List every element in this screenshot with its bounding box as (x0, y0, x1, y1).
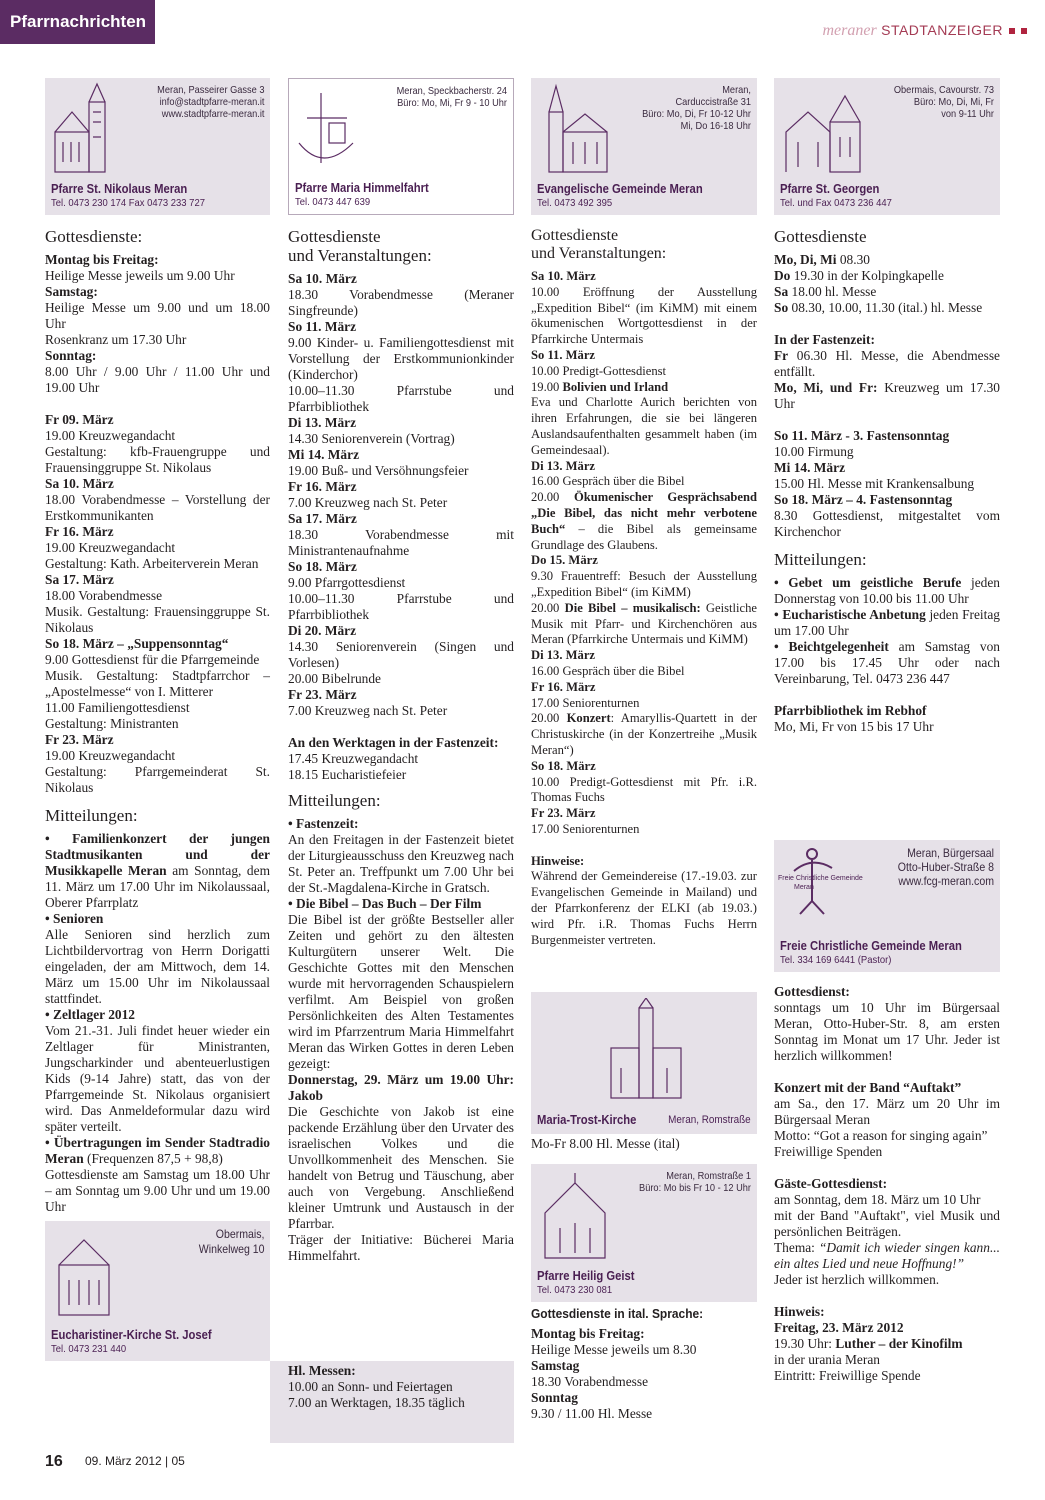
text-line: • Familienkonzert der jungen Stadtmusikanten und der Musikkapelle Meran am Sonntag, dem 11. März um 17.00 Uhr im Nikolaussaal, Oberer Pfarrplatz (45, 831, 270, 910)
parish-phone: Tel. 0473 230 081 (537, 1284, 613, 1296)
spacer (774, 1160, 1000, 1176)
text-line: • Übertragungen im Sender Stadtradio Meran (Frequenzen 87,5 + 98,8) (45, 1135, 270, 1166)
text-line: Fr 23. März (288, 687, 357, 702)
text-line: Motto: “Got a reason for singing again” (774, 1128, 988, 1143)
text-line: 19.00 Kreuzwegandacht (45, 748, 176, 763)
issue-date: 09. März 2012 | 05 (85, 1454, 185, 1468)
section-heading: Mitteilungen: (45, 806, 138, 825)
text-line: Donnerstag, 29. März um 19.00 Uhr: Jakob (288, 1072, 514, 1103)
service-list (531, 1326, 757, 1422)
text-line: Fr 16. März (288, 479, 357, 494)
text-line: Jeder ist herzlich willkommen. (774, 1272, 940, 1287)
text-line: 20.00 Ökumenischer Gesprächsabend „Die Bibel, das nicht mehr verbotene Buch“ – die Bibel als gemeinsame Grundlage des Glaubens. (531, 490, 757, 552)
text-line: • Senioren (45, 911, 104, 926)
parish-name: Evangelische Gemeinde Meran (537, 182, 703, 196)
spacer (774, 1288, 1000, 1304)
mass-time: 7.00 an Werktagen, 18.35 täglich (288, 1395, 465, 1410)
text-line: Fr 16. März (531, 679, 596, 694)
text-line: 19.00 Kreuzwegandacht (45, 540, 176, 555)
text-line: Sonntag: (45, 348, 97, 363)
text-line: 9.30 / 11.00 Hl. Messe (531, 1406, 653, 1421)
notices-list (774, 575, 1000, 735)
parish-box-heilig-geist (531, 1164, 757, 1302)
section-tag: Pfarrnachrichten (0, 0, 155, 44)
parish-address: Meran, Speckbacherstr. 24 Büro: Mo, Mi, Fr 9 - 10 Uhr (396, 85, 507, 109)
text-line: Sa 18.00 hl. Messe (774, 284, 877, 299)
text-line: An den Werktagen in der Fastenzeit: (288, 735, 499, 750)
text-line: • Eucharistische Anbetung jeden Freitag um 17.00 Uhr (774, 607, 1001, 638)
text-line: Gottesdienste am Samstag um 18.00 Uhr – am Sonntag um 9.00 Uhr und um 19.00 Uhr (45, 1167, 270, 1214)
fcg-logo-text: Freie Christliche Gemeinde Meran (778, 875, 863, 891)
text-line: Mo, Mi, und Fr: Kreuzweg um 17.30 Uhr (774, 380, 1000, 411)
text-line: Di 13. März (531, 458, 595, 473)
spacer (774, 1064, 1000, 1080)
parish-address: Obermais, Winkelweg 10 (198, 1227, 264, 1256)
text-line: Mi 14. März (774, 460, 846, 475)
text-line: 17.45 Kreuzwegandacht (288, 751, 419, 766)
mass-time: 10.00 an Sonn- und Feiertagen (288, 1379, 453, 1394)
text-line: 14.30 Seniorenverein (Vortrag) (288, 431, 455, 446)
spacer (45, 396, 270, 412)
text-line: • Beichtgelegenheit am Samstag von 17.00 bis 17.45 Uhr oder nach Vereinbarung, Tel. 0473 236 447 (774, 639, 1000, 686)
column-maria-himmelfahrt (288, 78, 514, 1410)
spacer (288, 719, 514, 735)
section-heading: Gottesdienste (774, 227, 867, 246)
text-line: 17.00 Seniorenturnen (531, 695, 640, 710)
parish-name: Eucharistiner-Kirche St. Josef (51, 1328, 212, 1342)
text-line: Gäste-Gottesdienst: (774, 1176, 888, 1191)
text-line: 18.30 Vorabendmesse (531, 1374, 649, 1389)
text-line: 10.00 Predigt-Gottesdienst mit Pfr. i.R. Thomas Fuchs (531, 774, 757, 805)
text-line: 19.30 Uhr: Luther – der Kinofilm (774, 1336, 963, 1351)
text-line: 10.00 Firmung (774, 444, 854, 459)
text-line: 9.30 Frauentreff: Besuch der Ausstellung „Expedition Bibel“ (im KiMM) (531, 569, 757, 599)
text-line: Während der Gemeindereise (17.-19.03. zur Evangelischen Gemeinde in Mailand) und der Pfarrkonferenz der ELKI (ab 19.03.) wird Pfr. i.R. Thomas Fuchs Herrn Burgenmeister vertreten. (531, 869, 757, 947)
text-line: 19.00 Bolivien und Irland (531, 379, 669, 394)
text-line: 16.00 Gespräch über die Bibel (531, 663, 685, 678)
text-line: Musik. Gestaltung: Stadtpfarrchor – „Apostelmesse“ von I. Mitterer (45, 668, 270, 699)
parish-box-fcg (774, 840, 1000, 972)
text-line: • Fastenzeit: (288, 816, 359, 831)
text-line: Hinweis: (774, 1304, 825, 1319)
text-line: Freiwillige Spenden (774, 1144, 883, 1159)
text-line: 16.00 Gespräch über die Bibel (531, 474, 685, 489)
section-heading: Gottesdienste und Veranstaltungen: (531, 227, 667, 262)
mass-times-title: Hl. Messen: (288, 1363, 356, 1378)
text-line: Sa 10. März (45, 476, 114, 491)
column-evangelische (531, 78, 757, 1421)
text-line: 20.00 Bibelrunde (288, 671, 381, 686)
text-line: Alle Senioren sind herzlich zum Lichtbildervortrag von Herrn Dorigatti eingeladen, der am Mittwoch, dem 14. März um 15.00 Uhr im Nikolaussaal stattfindet. (45, 927, 270, 1006)
text-line: Do 15. März (531, 553, 598, 568)
text-line: 10.00–11.30 Pfarrstube und Pfarrbibliothek (288, 591, 514, 622)
parish-address: Meran, Romstraße (668, 1114, 751, 1126)
parish-name: Pfarre Heilig Geist (537, 1269, 635, 1283)
text-line: Heilige Messe jeweils um 9.00 Uhr (45, 268, 235, 283)
text-line: So 11. März (288, 319, 357, 334)
text-line: Gestaltung: Ministranten (45, 716, 179, 731)
text-line: Fr 16. März (45, 524, 114, 539)
text-line: Gottesdienst: (774, 984, 850, 999)
text-line: 17.00 Seniorenturnen (531, 821, 640, 836)
parish-address: Meran, Passeirer Gasse 3 info@stadtpfarre-meran.it www.stadtpfarre-meran.it (156, 84, 264, 120)
text-line: Fr 09. März (45, 412, 114, 427)
parish-address: Meran, Bürgersaal Otto-Huber-Straße 8 www.fcg-meran.com (897, 846, 994, 888)
text-line: 7.00 Kreuzweg nach St. Peter (288, 495, 448, 510)
parish-name: Freie Christliche Gemeinde Meran (780, 939, 962, 953)
text-line: 14.30 Seniorenverein (Singen und Vorlesen) (288, 639, 514, 670)
parish-phone: Tel. und Fax 0473 236 447 (780, 197, 892, 209)
text-line: Sa 10. März (531, 269, 596, 283)
text-line: Gestaltung: Pfarrgemeinderat St. Nikolaus (45, 764, 270, 795)
text-line: Sa 17. März (288, 511, 357, 526)
text-line: 20.00 Die Bibel – musikalisch: Geistliche Musik mit Pfarr- und Kirchenchören aus Meran (Pfarrkirche Untermais und KiMM) (531, 600, 757, 647)
service-list (45, 252, 270, 796)
parish-address: Meran, Carduccistraße 31 Büro: Mo, Di, Fr 10-12 Uhr Mi, Do 16-18 Uhr (642, 84, 751, 132)
service-list (288, 271, 514, 783)
text-line: Fr 06.30 Hl. Messe, die Abendmesse entfällt. (774, 348, 1000, 379)
text-line: 15.00 Hl. Messe mit Krankensalbung (774, 476, 975, 491)
text-line: 18.30 Vorabendmesse (Meraner Singfreunde) (288, 287, 514, 318)
text-line: Vom 21.-31. Juli findet heuer wieder ein Zeltlager für Ministranten, Jungscharkinder und abenteuerlustigen Kids (9-14 Jahre) statt, das von der Pfarrgemeinde St. Nikolaus organisiert wird. Das Anmeldeformular dazu wird später verteilt. (45, 1023, 270, 1134)
text-line: Di 20. März (288, 623, 357, 638)
text-line: 18.15 Eucharistiefeier (288, 767, 407, 782)
mass-times-box (270, 1361, 514, 1443)
page-number: 16 (45, 1453, 63, 1470)
text-line: So 18. März (531, 758, 596, 773)
section-heading: Gottesdienste und Veranstaltungen: (288, 227, 432, 265)
text-line: Samstag: (45, 284, 98, 299)
text-line: Träger der Initiative: Bücherei Maria Himmelfahrt. (288, 1232, 514, 1263)
text-line: Konzert mit der Band “Auftakt” (774, 1080, 962, 1095)
text-line: 9.00 Kinder- u. Familiengottesdienst mit Vorstellung der Erstkommunionkinder (Kinderchor) (288, 335, 514, 382)
text-line: Mo, Di, Mi 08.30 (774, 252, 870, 267)
text-line: Mi 14. März (288, 447, 360, 462)
text-line: Mo, Mi, Fr von 15 bis 17 Uhr (774, 719, 934, 734)
parish-name: Pfarre St. Georgen (780, 182, 880, 196)
text-line: 18.30 Vorabendmesse mit Ministrantenaufnahme (288, 527, 514, 558)
column-st-georgen (774, 78, 1001, 1383)
text-line: Thema: “Damit ich wieder singen kann... ein altes Lied und neue Hoffnung!” (774, 1240, 1000, 1271)
parish-phone: Tel. 0473 447 639 (295, 196, 371, 208)
fcg-info-list (774, 984, 1000, 1384)
text-line: 9.00 Pfarrgottesdienst (288, 575, 406, 590)
text-line: Pfarrbibliothek im Rebhof (774, 703, 927, 718)
text-line: Do 19.30 in der Kolpingkapelle (774, 268, 944, 283)
text-line: Die Geschichte von Jakob ist eine packende Erzählung über den Urvater des israelischen Volkes und die Unvollkommenheit des Menschen. Sie handelt von Betrug und Täuschung, aber auch von Vergebung. Anschließend kleiner Umtrunk und Austausch in der Pfarrbar. (288, 1104, 514, 1231)
notices-list (288, 816, 514, 1264)
section-heading: Gottesdienste in ital. Sprache: (531, 1306, 704, 1321)
text-line: 19.00 Kreuzwegandacht (45, 428, 176, 443)
section-heading: Mitteilungen: (288, 791, 381, 810)
text-line: 8.30 Gottesdienst, mitgestaltet vom Kirchenchor (774, 508, 1000, 539)
text-line: So 18. März (288, 559, 357, 574)
text-line: Samstag (531, 1358, 580, 1373)
text-line: in der urania Meran (774, 1352, 880, 1367)
text-line: 18.00 Vorabendmesse – Vorstellung der Erstkommunikanten (45, 492, 270, 523)
text-line: An den Freitagen in der Fastenzeit bietet der Liturgieausschuss den Kreuzweg nach St. Peter an. Treffpunkt um 7.00 Uhr bei der St.-Magdalena-Kirche in Gratsch. (288, 832, 514, 895)
text-line: 18.00 Vorabendmesse (45, 588, 163, 603)
section-heading: Mitteilungen: (774, 550, 867, 569)
text-line: Fr 23. März (45, 732, 114, 747)
text-line: Montag bis Freitag: (45, 252, 159, 267)
parish-name: Pfarre Maria Himmelfahrt (295, 181, 429, 195)
text-line: 11.00 Familiengottesdienst (45, 700, 190, 715)
text-line: • Zeltlager 2012 (45, 1007, 135, 1022)
spacer (774, 687, 1000, 703)
text-line: 9.00 Gottesdienst für die Pfarrgemeinde (45, 652, 260, 667)
text-line: Gestaltung: kfb-Frauengruppe und Frauensinggruppe St. Nikolaus (45, 444, 270, 475)
service-list (774, 252, 1000, 540)
text-line: Sonntag (531, 1390, 578, 1405)
text-line: 8.00 Uhr / 9.00 Uhr / 11.00 Uhr und 19.00 Uhr (45, 364, 270, 395)
masthead: meraner STADTANZEIGER (823, 22, 1028, 39)
text-line: Eva und Charlotte Aurich berichten von ihren Erfahrungen, die sie bei längeren Auslandsaufenthalten gesammelt haben (im Gemeindesaal). (531, 395, 757, 457)
section-heading: Gottesdienste: (45, 227, 143, 246)
parish-address: Meran, Romstraße 1 Büro: Mo bis Fr 10 - 12 Uhr (639, 1170, 751, 1194)
text-line: 10.00 Predigt-Gottesdienst (531, 363, 667, 378)
text-line: 10.00 Eröffnung der Ausstellung „Expedition Bibel“ (im KiMM) mit einem ökumenischen Wortgottesdienst in der Pfarrkirche Untermais (531, 284, 757, 347)
text-line: sonntags um 10 Uhr im Bürgersaal Meran, Otto-Huber-Str. 8, am ersten Sonntag im Monat um 17 Uhr. Jeder ist herzlich willkommen! (774, 1000, 1000, 1063)
mass-time: Mo-Fr 8.00 Hl. Messe (ital) (531, 1136, 680, 1151)
text-line: • Die Bibel – Das Buch – Der Film (288, 896, 482, 911)
text-line: 10.00–11.30 Pfarrstube und Pfarrbibliothek (288, 383, 514, 414)
text-line: Di 13. März (288, 415, 357, 430)
notices-list (45, 831, 270, 1215)
text-line: So 11. März - 3. Fastensonntag (774, 428, 950, 443)
text-line: Montag bis Freitag: (531, 1326, 645, 1341)
parish-box-st-georgen (774, 78, 1000, 215)
text-line: Heilige Messe jeweils um 8.30 (531, 1342, 697, 1357)
text-line: Sa 17. März (45, 572, 114, 587)
text-line: am Sonntag, dem 18. März um 10 Uhr (774, 1192, 981, 1207)
parish-phone: Tel. 334 169 6441 (Pastor) (780, 954, 892, 966)
church-box-maria-trost (531, 992, 757, 1134)
text-line: Gestaltung: Kath. Arbeiterverein Meran (45, 556, 259, 571)
text-line: So 11. März (531, 347, 596, 362)
text-line: So 18. März – 4. Fastensonntag (774, 492, 953, 507)
text-line: In der Fastenzeit: (774, 332, 875, 347)
text-line: Freitag, 23. März 2012 (774, 1320, 904, 1335)
spacer (774, 316, 1000, 332)
text-line: Musik. Gestaltung: Frauensinggruppe St. Nikolaus (45, 604, 270, 635)
text-line: am Sa., den 17. März um 20 Uhr im Bürgersaal Meran (774, 1096, 1000, 1127)
parish-address: Obermais, Cavourstr. 73 Büro: Mo, Di, Mi, Fr von 9-11 Uhr (893, 84, 994, 120)
parish-name: Maria-Trost-Kirche (537, 1113, 637, 1127)
text-line: Fr 23. März (531, 806, 596, 821)
text-line: • Gebet um geistliche Berufe jeden Donnerstag von 10.00 bis 11.00 Uhr (774, 575, 1000, 606)
text-line: 20.00 Konzert: Amaryllis-Quartett in der Christuskirche (in der Konzertreihe „Musik Meran“) (531, 711, 757, 757)
text-line: Heilige Messe um 9.00 und um 18.00 Uhr (45, 300, 270, 331)
church-drawing-icon (591, 998, 701, 1108)
text-line: 7.00 Kreuzweg nach St. Peter (288, 703, 448, 718)
text-line: Hinweise: (531, 853, 585, 868)
parish-phone: Tel. 0473 231 440 (51, 1343, 127, 1355)
parish-phone: Tel. 0473 492 395 (537, 197, 613, 209)
text-line: 19.00 Buß- und Versöhnungsfeier (288, 463, 469, 478)
text-line: mit der Band "Auftakt", viel Musik und persönlichen Beiträgen. (774, 1208, 1000, 1239)
spacer (774, 412, 1000, 428)
parish-box-st-josef (45, 1221, 270, 1361)
parish-phone: Tel. 0473 230 174 Fax 0473 233 727 (51, 197, 205, 209)
text-line: Rosenkranz um 17.30 Uhr (45, 332, 187, 347)
text-line: Die Bibel ist der größte Bestseller aller Zeiten und gehört zu den ältesten Kulturgütern unserer Welt. Die Geschichte Gottes mit den Menschen wurde mit hervorragenden Schauspielern verfilmt. Am Beispiel von großen Persönlichkeiten des Alten Testamentes wird im Pfarrzentrum Maria Himmelfahrt Meran das Wirken Gottes in deren Leben gezeigt: (288, 912, 514, 1071)
text-line: Di 13. März (531, 648, 595, 663)
column-st-nikolaus (45, 78, 270, 1373)
text-line: So 18. März – „Suppensonntag“ (45, 636, 229, 651)
text-line: Eintritt: Freiwillige Spende (774, 1368, 921, 1383)
text-line: So 08.30, 10.00, 11.30 (ital.) hl. Messe (774, 300, 983, 315)
text-line: Sa 10. März (288, 271, 357, 286)
parish-name: Pfarre St. Nikolaus Meran (51, 182, 188, 196)
